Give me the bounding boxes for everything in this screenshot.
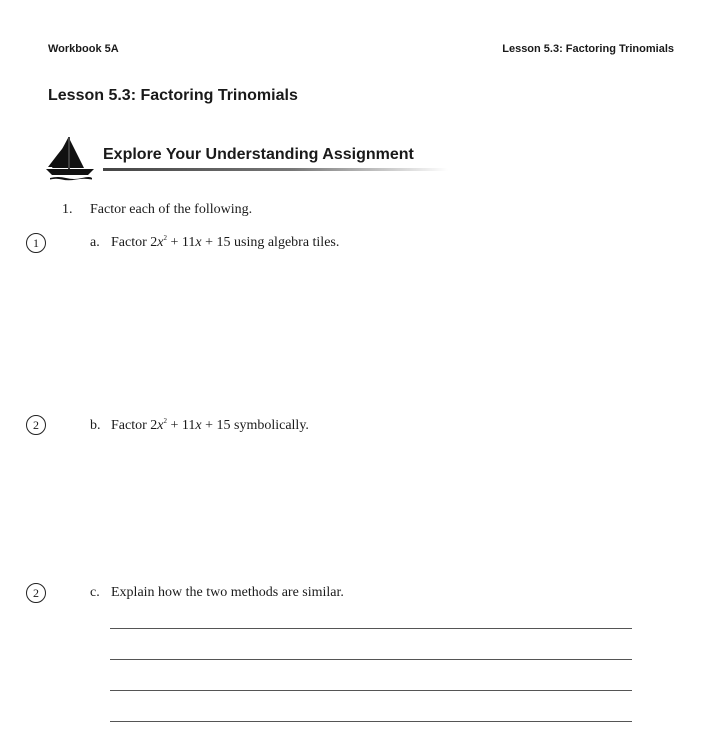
answer-line[interactable] (110, 628, 632, 629)
variable: x (195, 418, 202, 433)
middle-term: + 11 (166, 418, 196, 433)
question-prompt: Factor each of the following. (90, 202, 253, 217)
part-b (90, 418, 309, 434)
marker-circle: 1 (26, 233, 46, 253)
exponent: 2 (163, 417, 167, 425)
section-underline (103, 168, 448, 171)
answer-line[interactable] (110, 721, 632, 722)
part-a (90, 235, 339, 251)
answer-line[interactable] (110, 690, 632, 691)
section-title: Explore Your Understanding Assignment (103, 146, 414, 163)
sailing-ship-icon (44, 136, 96, 184)
part-prefix: Factor (111, 418, 151, 433)
middle-term: + 11 (166, 235, 196, 250)
exponent: 2 (163, 234, 167, 242)
marker-circle: 2 (26, 415, 46, 435)
constant-term: + 15 (201, 418, 231, 433)
part-prefix: Factor (111, 235, 151, 250)
variable: x (157, 235, 164, 250)
math-expression (150, 235, 230, 250)
workbook-header: Workbook 5A (48, 43, 119, 55)
variable: x (195, 235, 202, 250)
coefficient: 2 (150, 235, 158, 250)
answer-line[interactable] (110, 659, 632, 660)
question-number: 1. (62, 202, 73, 217)
part-label: a. (90, 235, 100, 250)
part-label: b. (90, 418, 101, 433)
part-label: c. (90, 585, 100, 600)
math-expression (150, 418, 230, 433)
variable: x (157, 418, 164, 433)
constant-term: + 15 (201, 235, 231, 250)
coefficient: 2 (150, 418, 158, 433)
lesson-header: Lesson 5.3: Factoring Trinomials (502, 43, 674, 55)
part-c (90, 585, 344, 601)
marker-circle: 2 (26, 583, 46, 603)
part-suffix: using algebra tiles. (230, 235, 340, 250)
page-title: Lesson 5.3: Factoring Trinomials (48, 87, 298, 104)
part-text: Explain how the two methods are similar. (111, 585, 344, 600)
part-suffix: symbolically. (230, 418, 309, 433)
